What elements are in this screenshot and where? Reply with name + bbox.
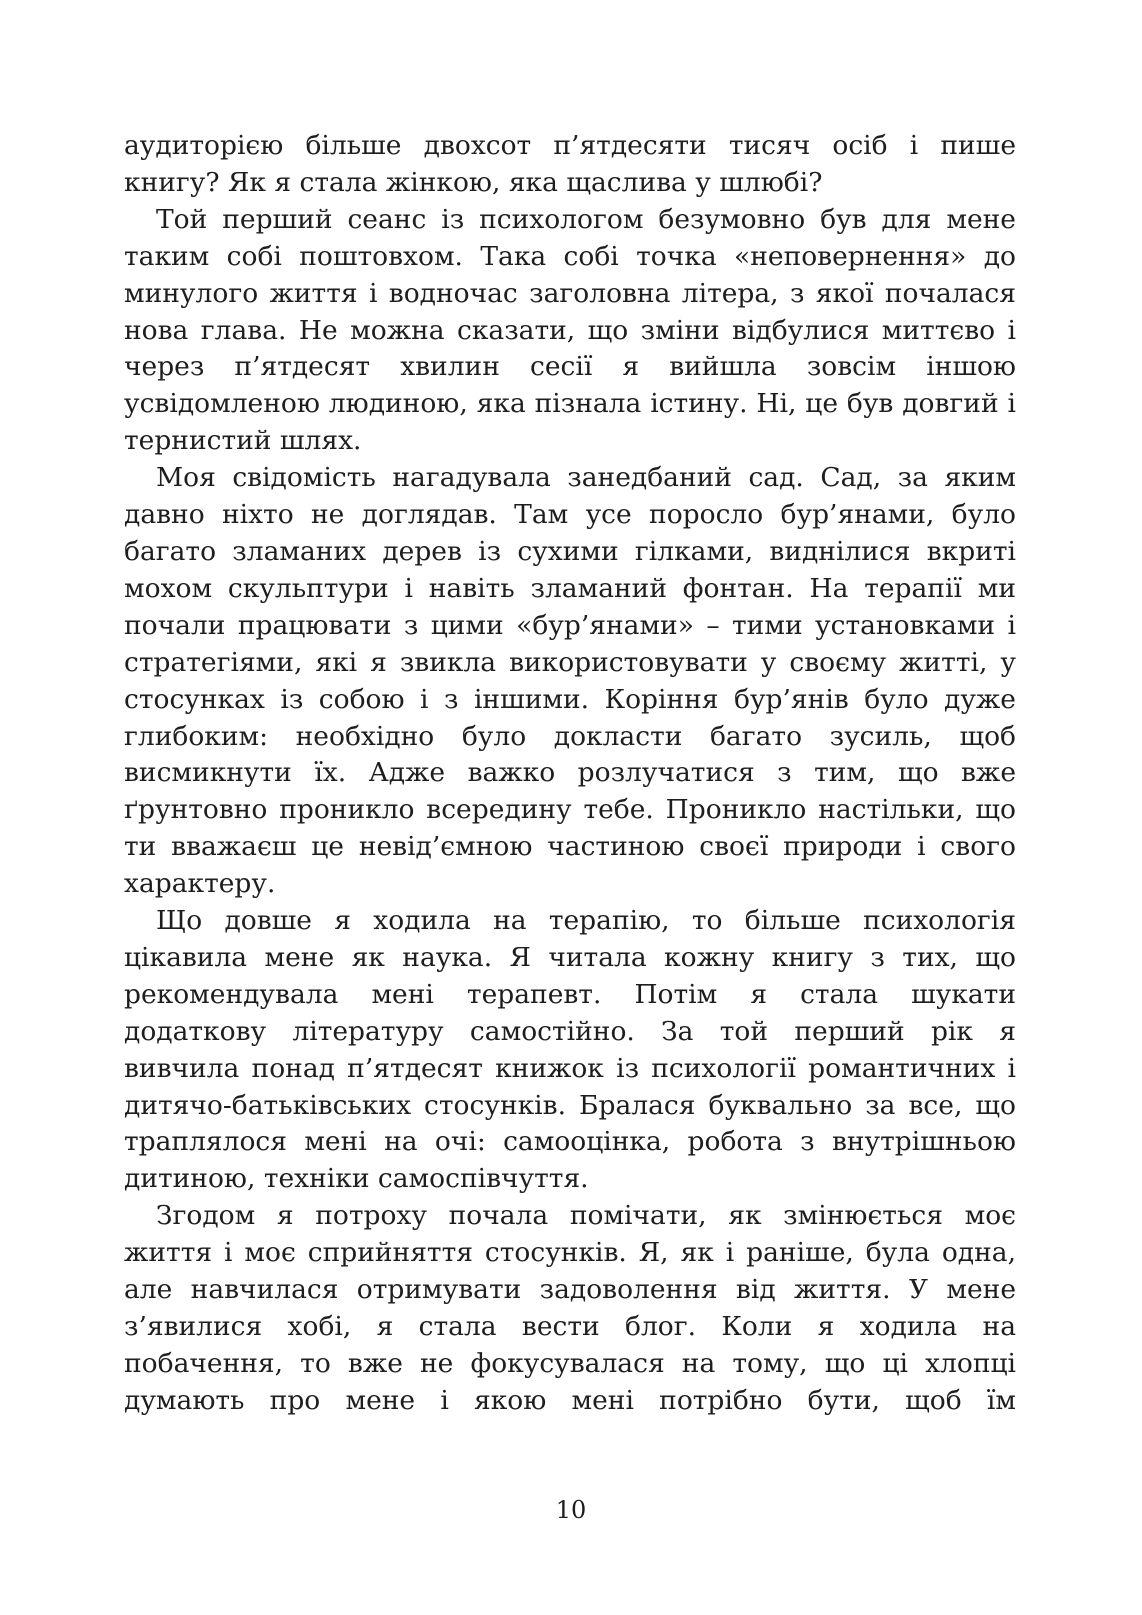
text-line: усвідомленою людиною, яка пізнала істину. Ні, це був довгий і xyxy=(124,388,1016,420)
paragraph xyxy=(124,202,1016,460)
text-line: глибоким: необхідно було докласти багато зусиль, щоб xyxy=(124,720,1016,752)
text-line: таким собі поштовхом. Така собі точка «неповернення» до xyxy=(124,240,1016,272)
text-line: вивчила понад п’ятдесят книжок із психології романтичних і xyxy=(124,1052,1016,1084)
text-line: висмикнути їх. Адже важко розлучатися з тим, що вже xyxy=(124,757,1016,789)
text-line: характеру. xyxy=(124,868,276,900)
text-line: дитячо-батьківських стосунків. Бралася буквально за все, що xyxy=(124,1089,1016,1121)
text-line: життя і моє сприйняття стосунків. Я, як і раніше, була одна, xyxy=(124,1237,1016,1269)
text-line: Згодом я потроху почала помічати, як змінюється моє xyxy=(156,1200,1016,1232)
text-line: дитиною, техніки самоспівчуття. xyxy=(124,1163,589,1195)
text-line: побачення, то вже не фокусувалася на тому, що ці хлопці xyxy=(124,1347,1016,1379)
text-line: стосунках із собою і з іншими. Коріння бур’янів було дуже xyxy=(124,683,1016,715)
text-line: стратегіями, які я звикла використовувати у своєму житті, у xyxy=(124,646,1016,678)
paragraph xyxy=(124,903,1016,1198)
text-line: багато зламаних дерев із сухими гілками, виднілися вкриті xyxy=(124,535,1016,567)
text-line: через п’ятдесят хвилин сесії я вийшла зовсім іншою xyxy=(124,351,1016,383)
text-line: додаткову літературу самостійно. За той перший рік я xyxy=(124,1015,1016,1047)
text-line: тернистий шлях. xyxy=(124,425,362,457)
paragraph xyxy=(124,1198,1016,1419)
text-line: Моя свідомість нагадувала занедбаний сад. Сад, за яким xyxy=(156,462,1016,494)
paragraph xyxy=(124,460,1016,903)
text-line: цікавила мене як наука. Я читала кожну книгу з тих, що xyxy=(124,941,1016,973)
body-text xyxy=(124,128,1016,1420)
text-line: Що довше я ходила на терапію, то більше психологія xyxy=(156,905,1016,937)
text-line: ти вважаєш це невід’ємною частиною своєї природи і свого xyxy=(124,831,1016,863)
text-line: траплялося мені на очі: самооцінка, робота з внутрішньою xyxy=(124,1126,1016,1158)
text-line: минулого життя і водночас заголовна літера, з якої почалася xyxy=(124,277,1016,309)
text-line: Той перший сеанс із психологом безумовно був для мене xyxy=(156,203,1016,235)
text-line: думають про мене і якою мені потрібно бути, щоб їм xyxy=(124,1384,1016,1416)
text-line: з’явилися хобі, я стала вести блог. Коли я ходила на xyxy=(124,1311,1016,1342)
text-line: аудиторією більше двохсот п’ятдесяти тисяч осіб і пише xyxy=(124,130,1016,161)
text-line: давно ніхто не доглядав. Там усе поросло бур’янами, було xyxy=(124,499,1016,531)
text-line: нова глава. Не можна сказати, що зміни відбулися миттєво і xyxy=(124,314,1016,346)
text-line: почали працювати з цими «бур’янами» – тими установками і xyxy=(124,609,1016,641)
paragraph xyxy=(124,128,1016,202)
page-number: 10 xyxy=(555,1496,587,1524)
text-line: але навчилася отримувати задоволення від життя. У мене xyxy=(124,1274,1016,1306)
text-line: рекомендувала мені терапевт. Потім я стала шукати xyxy=(124,978,1016,1010)
text-line: мохом скульптури і навіть зламаний фонтан. На терапії ми xyxy=(124,572,1016,604)
text-line: ґрунтовно проникло всередину тебе. Проникло настільки, що xyxy=(124,794,1016,826)
text-line: книгу? Як я стала жінкою, яка щаслива у шлюбі? xyxy=(124,166,823,198)
